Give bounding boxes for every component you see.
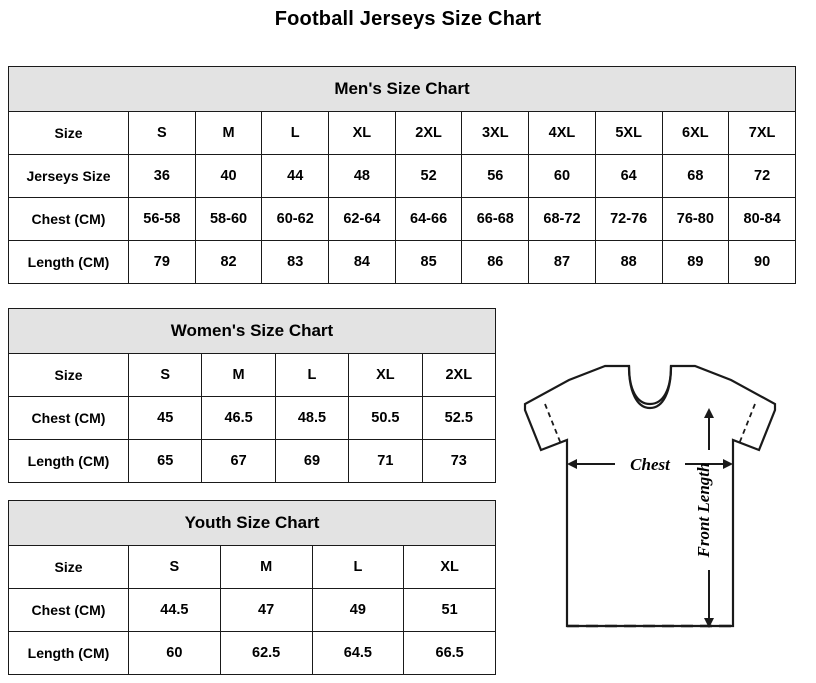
table-cell: XL xyxy=(329,112,396,155)
table-cell: 85 xyxy=(395,241,462,284)
table-cell: 36 xyxy=(129,155,196,198)
table-cell: L xyxy=(275,354,348,397)
table-cell: 2XL xyxy=(395,112,462,155)
row-label: Size xyxy=(9,546,129,589)
table-cell: 2XL xyxy=(422,354,495,397)
table-row xyxy=(9,589,496,632)
table-cell: 45 xyxy=(129,397,202,440)
womens-table-title: Women's Size Chart xyxy=(9,309,496,354)
table-cell: 44.5 xyxy=(129,589,221,632)
table-cell: 73 xyxy=(422,440,495,483)
table-cell: 86 xyxy=(462,241,529,284)
table-cell: M xyxy=(195,112,262,155)
table-cell: 84 xyxy=(329,241,396,284)
table-row xyxy=(9,440,496,483)
table-cell: 83 xyxy=(262,241,329,284)
table-cell: 64 xyxy=(595,155,662,198)
table-cell: 60 xyxy=(129,632,221,675)
row-label: Jerseys Size xyxy=(9,155,129,198)
mens-table-title: Men's Size Chart xyxy=(9,67,796,112)
table-cell: 89 xyxy=(662,241,729,284)
row-label: Size xyxy=(9,354,129,397)
row-label: Chest (CM) xyxy=(9,589,129,632)
table-cell: 56 xyxy=(462,155,529,198)
table-cell: 62-64 xyxy=(329,198,396,241)
table-row xyxy=(9,112,796,155)
table-cell: 66.5 xyxy=(404,632,496,675)
table-cell: 90 xyxy=(729,241,796,284)
table-cell: 71 xyxy=(349,440,422,483)
youth-size-table xyxy=(8,500,496,675)
table-header-row xyxy=(9,67,796,112)
table-cell: 4XL xyxy=(529,112,596,155)
table-cell: 48.5 xyxy=(275,397,348,440)
table-header-row xyxy=(9,501,496,546)
youth-size-chart-container xyxy=(8,500,496,675)
table-cell: 87 xyxy=(529,241,596,284)
mens-size-table xyxy=(8,66,796,284)
table-cell: 69 xyxy=(275,440,348,483)
table-cell: 58-60 xyxy=(195,198,262,241)
table-cell: 6XL xyxy=(662,112,729,155)
table-cell: L xyxy=(312,546,404,589)
youth-table-title: Youth Size Chart xyxy=(9,501,496,546)
row-label: Chest (CM) xyxy=(9,198,129,241)
table-cell: 72-76 xyxy=(595,198,662,241)
front-length-label: Front Length xyxy=(694,462,713,558)
table-cell: 5XL xyxy=(595,112,662,155)
row-label: Chest (CM) xyxy=(9,397,129,440)
table-cell: 88 xyxy=(595,241,662,284)
table-cell: 7XL xyxy=(729,112,796,155)
table-cell: M xyxy=(202,354,275,397)
womens-size-table xyxy=(8,308,496,483)
womens-size-chart-container xyxy=(8,308,496,483)
chest-label: Chest xyxy=(630,455,670,474)
table-row xyxy=(9,241,796,284)
table-cell: 50.5 xyxy=(349,397,422,440)
table-cell: 65 xyxy=(129,440,202,483)
table-cell: S xyxy=(129,354,202,397)
table-cell: 68 xyxy=(662,155,729,198)
table-cell: M xyxy=(220,546,312,589)
table-cell: 47 xyxy=(220,589,312,632)
table-cell: S xyxy=(129,546,221,589)
table-row xyxy=(9,397,496,440)
table-cell: 40 xyxy=(195,155,262,198)
row-label: Length (CM) xyxy=(9,632,129,675)
table-cell: 64.5 xyxy=(312,632,404,675)
table-cell: 72 xyxy=(729,155,796,198)
table-cell: 80-84 xyxy=(729,198,796,241)
table-cell: 52.5 xyxy=(422,397,495,440)
table-cell: 62.5 xyxy=(220,632,312,675)
row-label: Length (CM) xyxy=(9,241,129,284)
table-header-row xyxy=(9,309,496,354)
table-cell: 56-58 xyxy=(129,198,196,241)
table-cell: 64-66 xyxy=(395,198,462,241)
table-row xyxy=(9,155,796,198)
table-cell: 68-72 xyxy=(529,198,596,241)
table-cell: 82 xyxy=(195,241,262,284)
row-label: Length (CM) xyxy=(9,440,129,483)
table-cell: 48 xyxy=(329,155,396,198)
mens-size-chart-container xyxy=(8,66,796,284)
table-cell: 79 xyxy=(129,241,196,284)
tshirt-icon xyxy=(525,366,775,626)
page-title: Football Jerseys Size Chart xyxy=(274,8,542,30)
table-cell: 76-80 xyxy=(662,198,729,241)
table-cell: 52 xyxy=(395,155,462,198)
table-cell: 67 xyxy=(202,440,275,483)
table-cell: 51 xyxy=(404,589,496,632)
jersey-measurement-diagram xyxy=(505,338,805,668)
table-row xyxy=(9,198,796,241)
table-cell: 66-68 xyxy=(462,198,529,241)
table-row xyxy=(9,546,496,589)
table-cell: 49 xyxy=(312,589,404,632)
row-label: Size xyxy=(9,112,129,155)
table-cell: 46.5 xyxy=(202,397,275,440)
table-cell: 3XL xyxy=(462,112,529,155)
table-cell: 60-62 xyxy=(262,198,329,241)
table-cell: S xyxy=(129,112,196,155)
table-cell: 60 xyxy=(529,155,596,198)
table-cell: L xyxy=(262,112,329,155)
table-cell: XL xyxy=(349,354,422,397)
table-cell: XL xyxy=(404,546,496,589)
table-row xyxy=(9,632,496,675)
table-cell: 44 xyxy=(262,155,329,198)
table-row xyxy=(9,354,496,397)
